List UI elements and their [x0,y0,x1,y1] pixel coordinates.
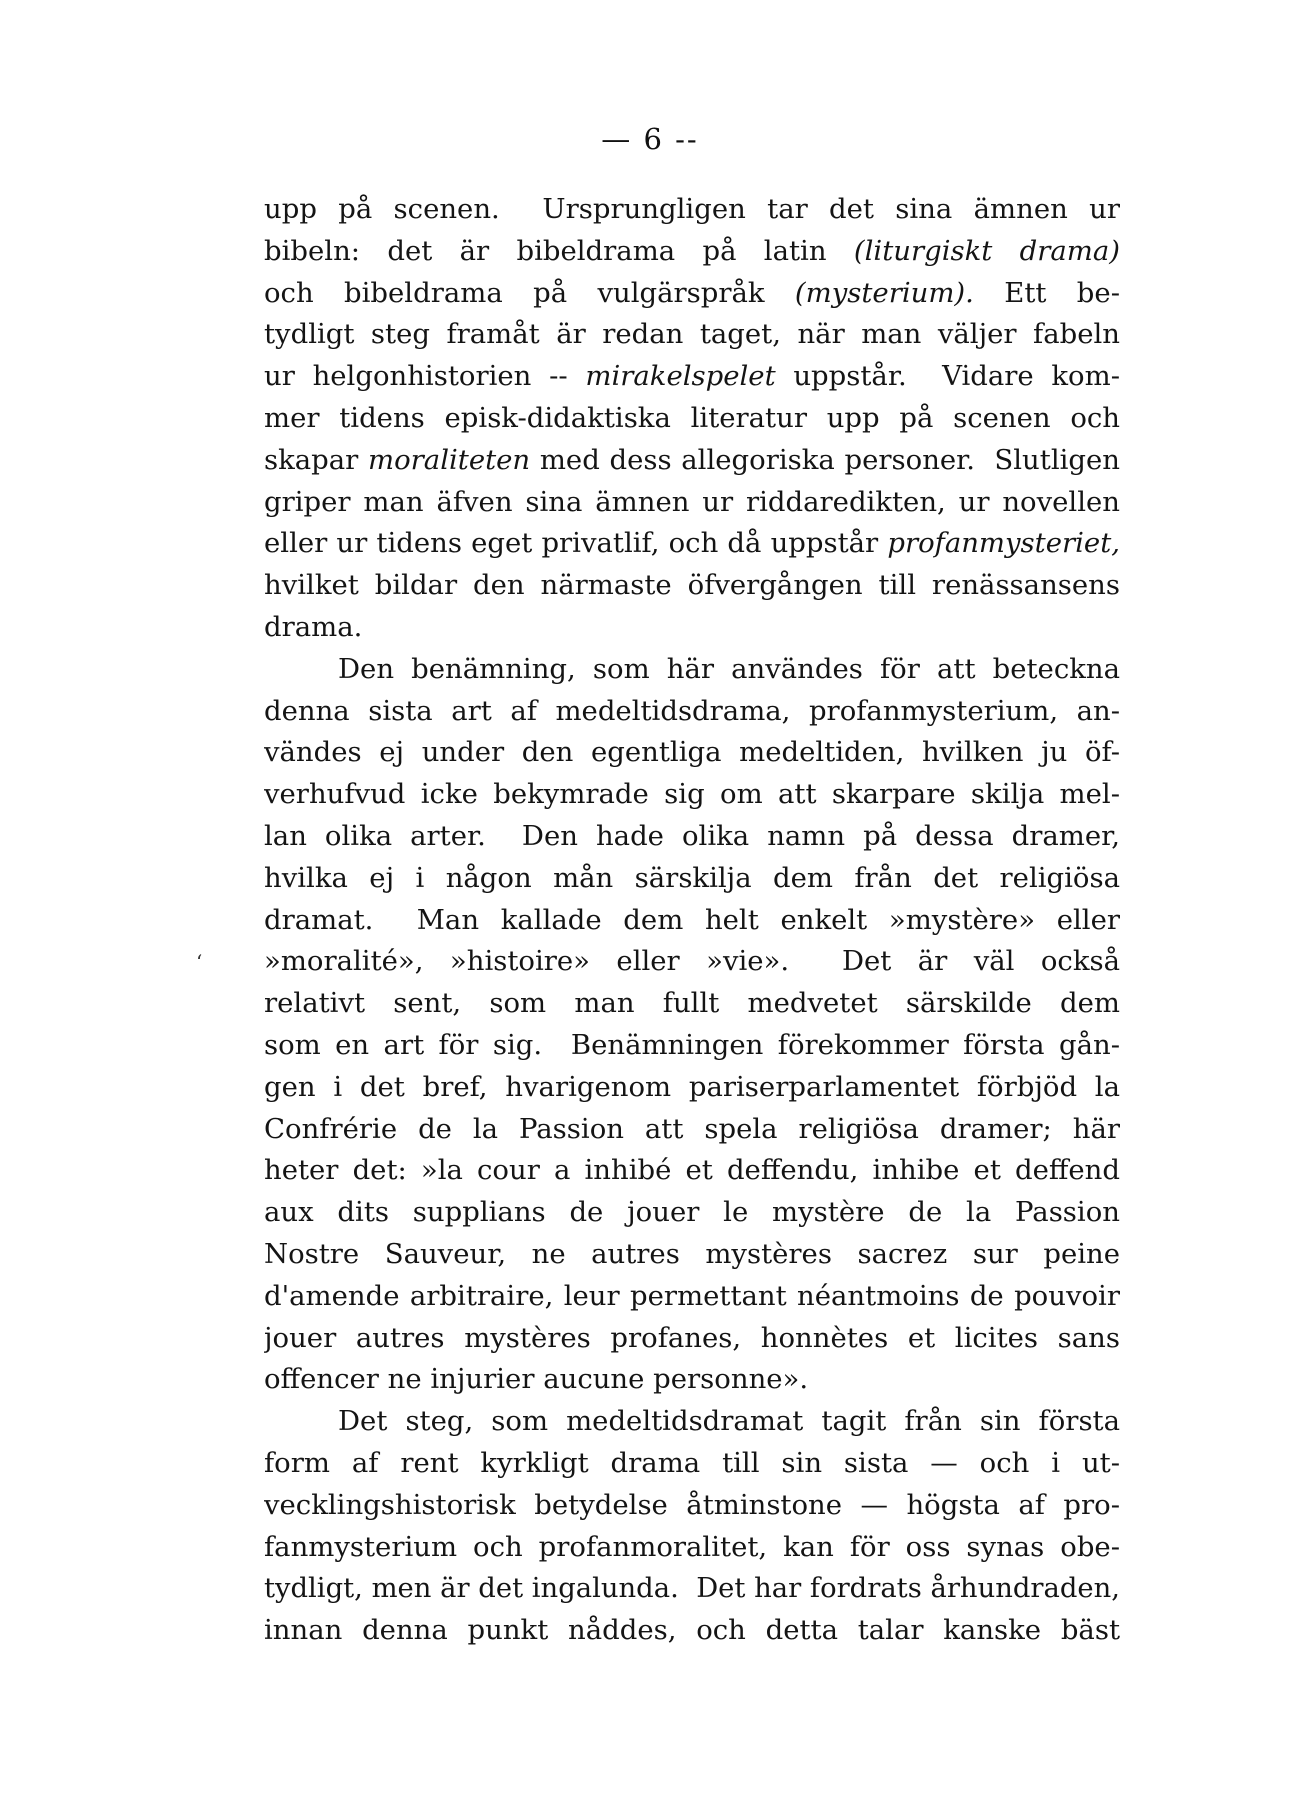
text-segment: hvilka ej i någon mån särskilja dem från det religiösa [264,861,1120,894]
italic-term: (mysterium). [794,276,974,309]
text-segment: uppstår. Vidare kom- [775,360,1120,393]
text-segment: lan olika arter. Den hade olika namn på dessa dramer, [264,819,1120,852]
text-segment: Den benämning, som här användes för att beteckna [338,652,1120,685]
text-line [264,398,1120,440]
text-segment: innan denna punkt nåddes, och detta talar kanske bäst [264,1614,1120,1647]
italic-term: mirakelspelet [585,360,776,393]
text-line [264,732,1120,774]
text-line [264,858,1120,900]
text-line [264,1485,1120,1527]
text-line [264,523,1120,565]
text-segment: gen i det bref, hvarigenom pariserparlamentet förbjöd la [264,1070,1120,1103]
text-segment: hvilket bildar den närmaste öfvergången till renässansens [264,569,1120,602]
text-segment: och bibeldrama på vulgärspråk [264,276,795,309]
text-segment: vecklingshistorisk betydelse åtminstone — högsta af pro- [264,1488,1120,1521]
text-segment: Ett be- [973,276,1120,309]
text-line [264,649,1120,691]
text-line [264,231,1120,273]
text-line [264,565,1120,607]
text-segment: skapar [264,443,369,476]
body-text [264,189,1120,1652]
text-segment: tydligt, men är det ingalunda. Det har fordrats århundraden, [264,1572,1120,1605]
text-line [264,440,1120,482]
text-segment: relativt sent, som man fullt medvetet särskilde dem [264,987,1120,1020]
text-line [264,1318,1120,1360]
text-segment: upp på scenen. Ursprungligen tar det sina ämnen ur [264,193,1120,225]
text-line [264,900,1120,942]
text-line [264,816,1120,858]
text-line [264,1234,1120,1276]
text-segment: mer tidens episk-didaktiska literatur upp på scenen och [264,401,1120,434]
text-line [264,1025,1120,1067]
text-segment: »moralité», »histoire» eller »vie». Det är väl också [264,945,1120,978]
text-line [264,273,1120,315]
text-segment: verhufvud icke bekymrade sig om att skarpare skilja mel- [264,778,1120,811]
page-number: — 6 -- [601,122,699,156]
text-segment: som en art för sig. Benämningen förekommer första gån- [264,1028,1120,1061]
text-line [264,1192,1120,1234]
text-line [264,1109,1120,1151]
text-line [264,1150,1120,1192]
text-line [264,314,1120,356]
text-segment: dramat. Man kallade dem helt enkelt »mystère» eller [264,903,1120,936]
text-segment: aux dits supplians de jouer le mystère de la Passion [264,1196,1120,1229]
italic-term: (liturgiskt drama) [853,234,1120,267]
text-segment: jouer autres mystères profanes, honnètes et licites sans [264,1321,1120,1354]
text-line [264,356,1120,398]
text-segment: heter det: »la cour a inhibé et deffendu, inhibe et deffend [264,1154,1120,1187]
margin-mark: ʻ [196,950,203,974]
text-segment: bibeln: det är bibeldrama på latin [264,234,854,267]
text-line [264,983,1120,1025]
text-segment: drama. [264,610,363,643]
text-line [264,1359,1120,1401]
text-line [264,1568,1120,1610]
text-segment: d'amende arbitraire, leur permettant néantmoins de pouvoir [264,1279,1120,1312]
text-segment: tydligt steg framåt är redan taget, när man väljer fabeln [264,318,1120,351]
text-line [264,941,1120,983]
text-line [264,1067,1120,1109]
text-segment: form af rent kyrkligt drama till sin sista — och i ut- [264,1446,1120,1479]
text-segment: griper man äfven sina ämnen ur riddaredikten, ur novellen [264,485,1120,518]
text-segment: Confrérie de la Passion att spela religiösa dramer; här [264,1112,1120,1145]
text-line [264,691,1120,733]
text-segment: med dess allegoriska personer. Slutligen [530,443,1120,476]
text-segment: eller ur tidens eget privatlif, och då uppstår [264,527,888,560]
text-segment: offencer ne injurier aucune personne». [264,1363,809,1396]
text-segment: fanmysterium och profanmoralitet, kan för oss synas obe- [264,1530,1120,1563]
text-line [264,1276,1120,1318]
text-line [264,482,1120,524]
text-line [264,1443,1120,1485]
text-line [264,774,1120,816]
text-segment: Det steg, som medeltidsdramat tagit från sin första [338,1405,1120,1438]
text-segment: Nostre Sauveur, ne autres mystères sacrez sur peine [264,1237,1120,1270]
text-line [264,189,1120,231]
text-segment: ur helgonhistorien -- [264,360,586,393]
text-line [264,1527,1120,1569]
text-segment: denna sista art af medeltidsdrama, profanmysterium, an- [264,694,1120,727]
italic-term: profanmysteriet, [887,527,1120,560]
italic-term: moraliteten [368,443,531,476]
text-line [264,607,1120,649]
text-line [264,1401,1120,1443]
text-line [264,1610,1120,1652]
text-segment: vändes ej under den egentliga medeltiden, hvilken ju öf- [264,736,1120,769]
